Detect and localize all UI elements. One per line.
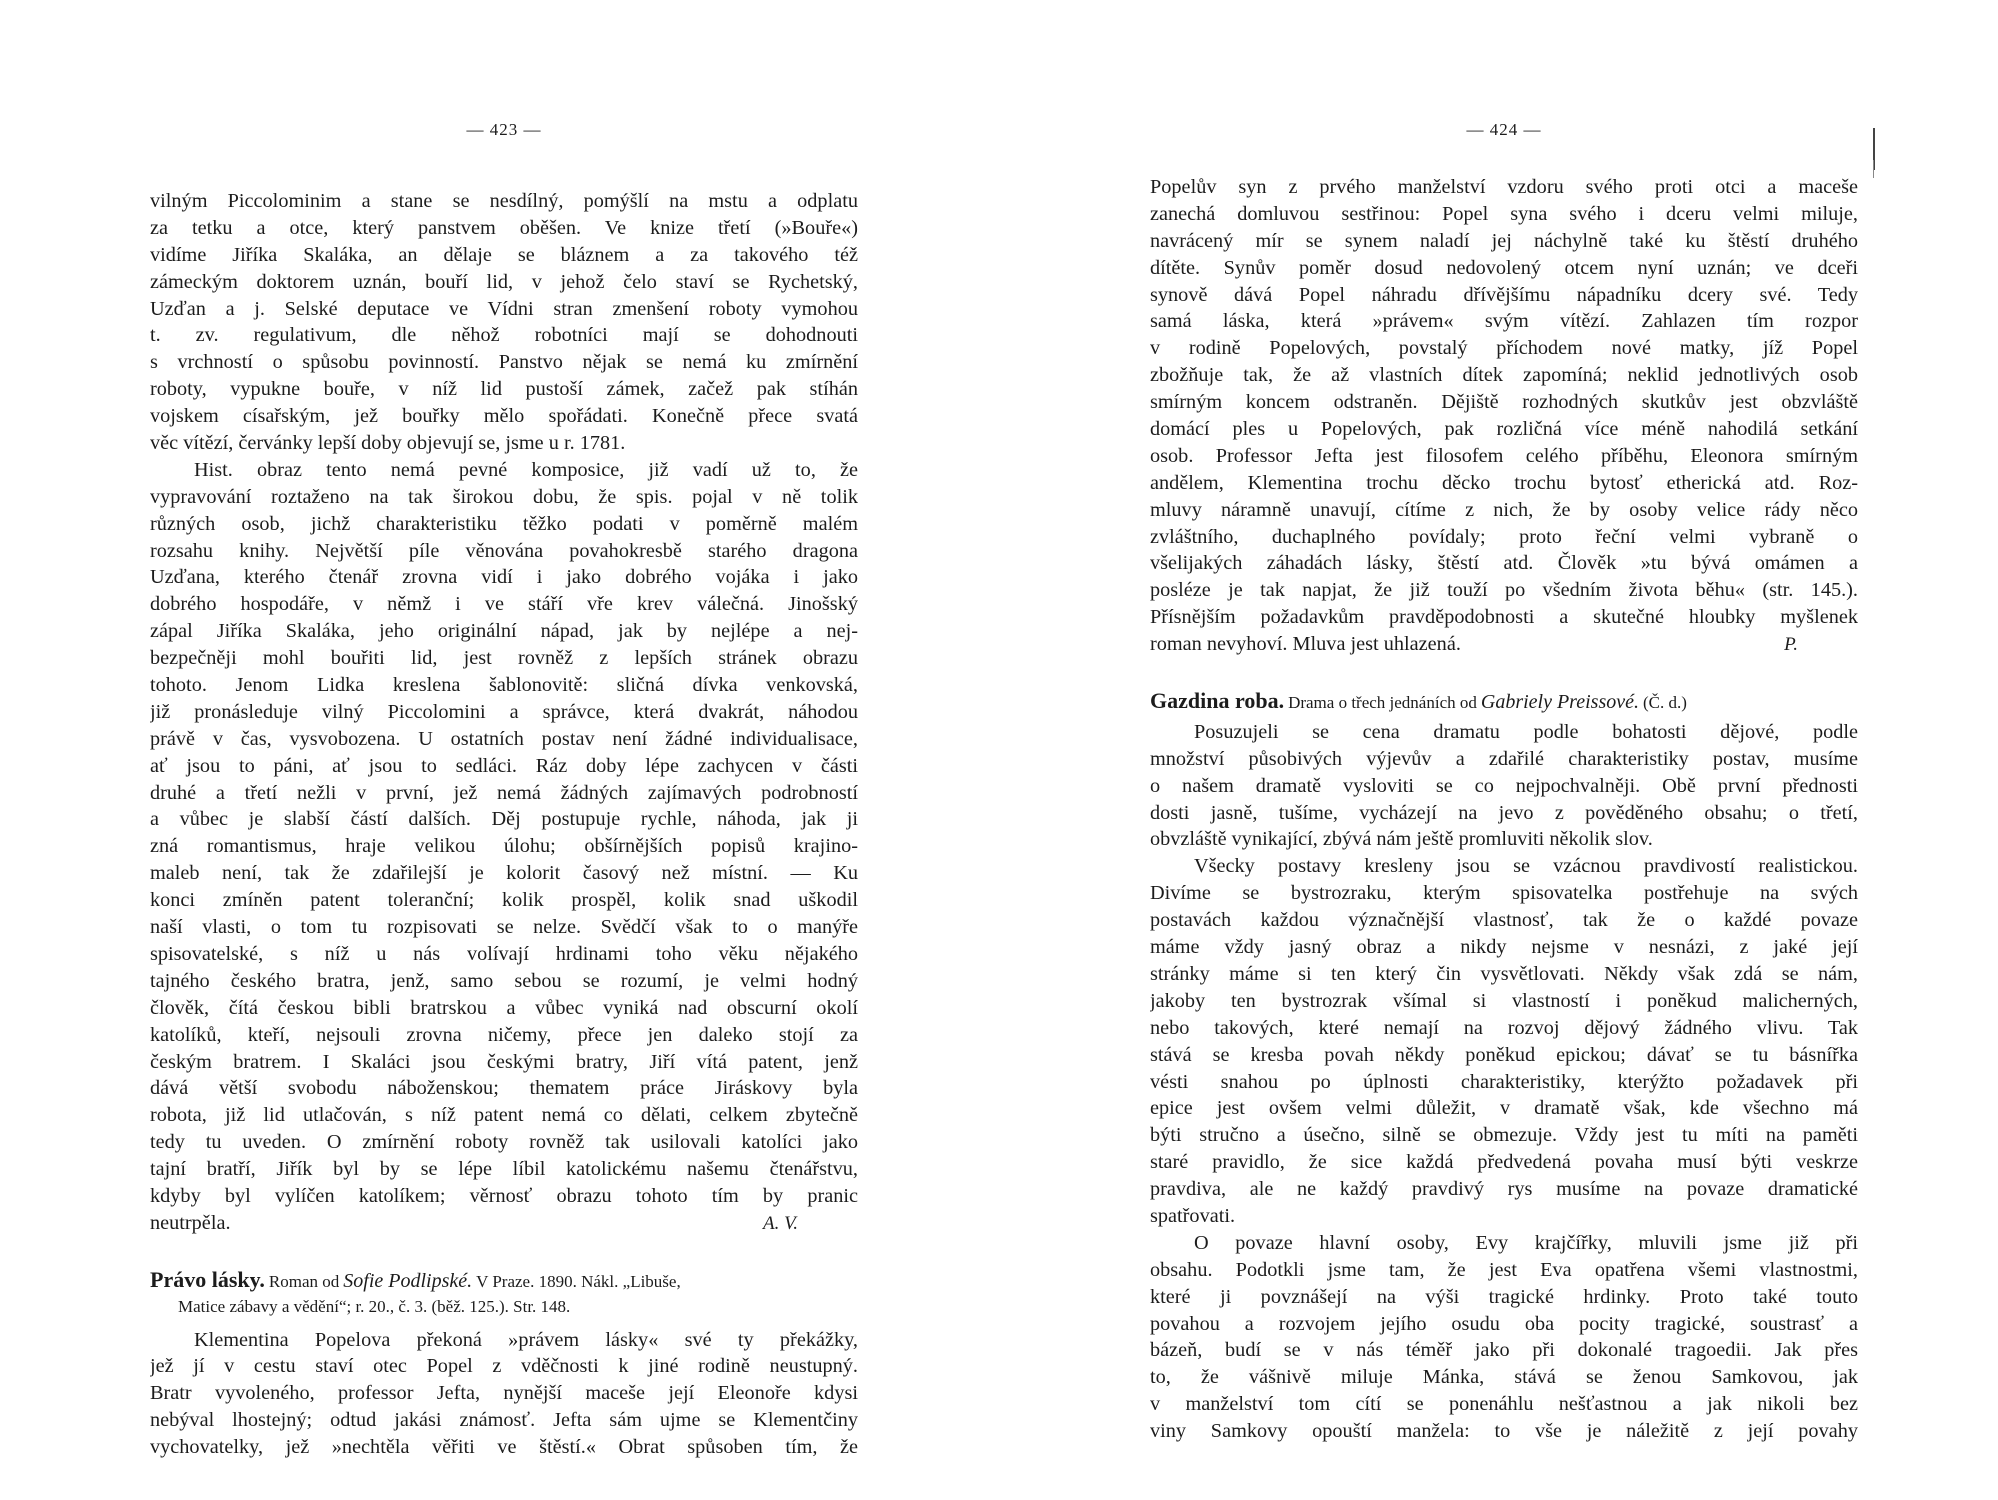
text-line: t. zv. regulativum, dle něhož robotníci mají se dohodnouti bbox=[150, 324, 858, 347]
text-line: navrácený mír se synem naladí jej náchylně také ku štěstí druhého bbox=[1150, 229, 1858, 252]
review-title: Gazdina roba. bbox=[1150, 688, 1285, 714]
text-line: všelijakých záhadách lásky, štěstí atd. Člověk »tu bývá omámen a bbox=[1150, 552, 1858, 575]
right-page bbox=[1150, 120, 1858, 1445]
text-line: Uzďan a j. Selské deputace ve Vídni stran zmenšení roboty vymohou bbox=[150, 297, 858, 320]
text-line: spisovatelské, s níž u nás volívají hrdinami toho věku nějakého bbox=[150, 942, 858, 965]
text-line: naší vlasti, o tom tu rozpisovati se nelze. Svědčí však to o manýře bbox=[150, 916, 858, 939]
text-line: a vůbec je slabší částí dalších. Děj postupuje rychle, náhoda, jak ji bbox=[150, 808, 858, 831]
text-line: Všecky postavy kresleny jsou se vzácnou pravdivostí realistickou. bbox=[1194, 855, 1858, 878]
text-line: samá láska, která »právem« svým vítězí. Zahlazen tím rozpor bbox=[1150, 310, 1858, 333]
right-para3 bbox=[1150, 853, 1858, 1229]
review-meta: Roman od bbox=[268, 1271, 340, 1291]
text-line: kdyby byl vylíčen katolíkem; věrnosť obrazu tohoto tím by pranic bbox=[150, 1184, 858, 1207]
text-line: mluvy náramně unavují, cítíme z nich, že by osoby velice rády něco bbox=[1150, 498, 1858, 521]
left-page-number: — 423 — bbox=[466, 120, 542, 139]
left-page bbox=[150, 120, 858, 1461]
reviewer-signature: A. V. bbox=[762, 1212, 798, 1234]
text-line: O povaze hlavní osoby, Evy krajčířky, mluvili jsme již při bbox=[1194, 1231, 1858, 1254]
text-line: nebýval lhostejný; odtud jakási známosť. Jefta sám ujme se Klementčiny bbox=[150, 1409, 858, 1432]
text-line: tajného českého bratra, jenž, samo sebou se rozumí, je velmi hodný bbox=[150, 969, 858, 992]
text-line: zámeckým doktorem uznán, bouří lid, v jehož čelo staví se Rychetský, bbox=[150, 270, 858, 293]
text-line: býti stručno a úsečno, silně se obmezuje. Vždy jest tu míti na paměti bbox=[1150, 1124, 1858, 1147]
text-line: pravdiva, ale ne každý pravdivý rys musíme na povaze dramatické bbox=[1150, 1178, 1858, 1201]
text-line: jež jí v cestu staví otec Popel z vděčnosti k jiné rodině neustupný. bbox=[150, 1355, 858, 1378]
text-line: Uzďana, kterého čtenář zrovna vidí i jako dobrého vojáka i jako bbox=[150, 566, 858, 589]
text-line: epice jest ovšem velmi důležit, v dramatě však, kde všechno má bbox=[1150, 1097, 1858, 1120]
text-line: zvláštního, duchaplného povídaly; proto řeční velmi vybraně o bbox=[1150, 525, 1858, 548]
text-line: rozsahu knihy. Největší píle věnována povahokresbě starého dragona bbox=[150, 539, 858, 562]
text-line: dobrého hospodáře, v němž i ve stáří vře krev válečná. Jinošský bbox=[150, 593, 858, 616]
left-signature-row bbox=[150, 1210, 858, 1237]
text-line: robota, již lid utlačován, s níž patent nemá co dělati, celkem zbytečně bbox=[150, 1104, 858, 1127]
text-line: věc vítězí, červánky lepší doby objevují se, jsme u r. 1781. bbox=[150, 432, 626, 455]
text-line: stává se kresba povah někdy poněkud epickou; dávať se tu básnířka bbox=[1150, 1043, 1858, 1066]
text-line: domácí ples u Popelových, pak rozličná více méně nahodilá setkání bbox=[1150, 418, 1858, 441]
text-line: nebo takových, které nemají na rozvoj dějový žádného vlivu. Tak bbox=[1150, 1016, 1858, 1039]
text-line: Posuzujeli se cena dramatu podle bohatosti dějové, podle bbox=[1194, 720, 1858, 743]
text-line: s vrchností o spůsobu povinností. Panstvo nějak se nemá ku zmírnění bbox=[150, 351, 858, 374]
text-line: synově dává Popel náhradu dřívějšímu nápadníku dcery své. Tedy bbox=[1150, 283, 1858, 306]
text-line: v rodině Popelových, povstalý příchodem nové matky, jíž Popel bbox=[1150, 337, 1858, 360]
text-line: vychovatelky, jež »nechtěla věřiti ve štěstí.« Obrat spůsoben tím, že bbox=[150, 1436, 858, 1459]
text-line: různých osob, jichž charakteristiku těžko podati v poměrně malém bbox=[150, 512, 858, 535]
left-para3 bbox=[150, 1327, 858, 1461]
text-line: osob. Professor Jefta jest filosofem celého příběhu, Eleonora smírným bbox=[1150, 444, 1858, 467]
text-line: neutrpěla. bbox=[150, 1211, 231, 1234]
text-line: posléze je tak napjat, že již touží po všedním života běhu« (str. 145.). bbox=[1150, 579, 1858, 602]
text-line: tohoto. Jenom Lidka kreslena šablonovitě: sličná dívka venkovská, bbox=[150, 674, 858, 697]
text-line: staré pravidlo, že sice každá předvedená povaha musí býti veskrze bbox=[1150, 1151, 1858, 1174]
text-line: množství působivých výjevův a zdařilé charakteristiky postav, musíme bbox=[1150, 747, 1858, 770]
text-line: bázeň, budí se v nás téměř jako při dokonalé tragoedii. Jak přes bbox=[1150, 1339, 1858, 1362]
text-line: stránky máme si ten který čin vysvětlovati. Někdy však zdá se nám, bbox=[1150, 962, 1858, 985]
left-para2 bbox=[150, 457, 858, 1237]
text-line: druhé a třetí nežli v první, jež nemá žádných zajímavých podrobností bbox=[150, 781, 858, 804]
text-line: Bratr vyvoleného, professor Jefta, nynější maceše její Eleonoře kdysi bbox=[150, 1382, 858, 1405]
text-line: roboty, vypukne bouře, v níž lid pustoší zámek, začež pak stíhán bbox=[150, 378, 858, 401]
page-edge-mark bbox=[1873, 160, 1874, 178]
text-line: zbožňuje tak, že až vlastních dítek zapomíná; neklid jednotlivých osob bbox=[1150, 364, 1858, 387]
text-line: vésti snahou po úplnosti charakteristiky, kterýžto požadavek při bbox=[1150, 1070, 1858, 1093]
text-line: vidíme Jiříka Skaláka, an dělaje se bláznem a za takového též bbox=[150, 243, 858, 266]
review-author: Sofie Podlipské. bbox=[343, 1269, 473, 1292]
review-tag: (Č. d.) bbox=[1642, 693, 1687, 713]
text-line: tedy tu uveden. O zmírnění roboty rovněž tak usilovali katolíci jako bbox=[150, 1131, 858, 1154]
right-para1 bbox=[1150, 174, 1858, 658]
text-line: dává větší svobodu náboženskou; thematem práce Jiráskovy byla bbox=[150, 1077, 858, 1100]
text-line: v manželství tom cítí se ponenáhlu nešťastnou a jak nikoli bez bbox=[1150, 1393, 1858, 1416]
text-line: dítěte. Synův poměr dosud nedovolený otcem nyní uznán; ve dceři bbox=[1150, 256, 1858, 279]
review-meta: V Praze. 1890. Nákl. „Libuše, bbox=[476, 1271, 681, 1291]
text-line: za tetku a otce, který panstvem oběšen. Ve knize třetí (»Bouře«) bbox=[150, 216, 858, 239]
text-line: vojskem císařským, jež bouřky mělo spořádati. Konečně přece svatá bbox=[150, 405, 858, 428]
text-line: Klementina Popelova překoná »právem lásky« své ty překážky, bbox=[194, 1328, 858, 1351]
right-para4 bbox=[1150, 1230, 1858, 1445]
text-line: postavách každou význačnější vlastnosť, tak že o každé povaze bbox=[1150, 909, 1858, 932]
text-line: viny Samkovy opouští manžela: to vše je náležitě z její povahy bbox=[1150, 1420, 1858, 1443]
text-line: zápal Jiříka Skaláka, jeho originální nápad, jak by nejlépe a nej- bbox=[150, 620, 858, 643]
review-heading-pravo-lasky bbox=[150, 1267, 858, 1321]
text-line: spatřovati. bbox=[1150, 1204, 1236, 1227]
text-line: právě v čas, vysvobozena. U ostatních postav není žádné individualisace, bbox=[150, 727, 858, 750]
text-line: Přísnějším požadavkům pravděpodobnosti a skutečné hloubky myšlenek bbox=[1150, 606, 1858, 629]
text-line: zná romantismus, hraje velikou úlohu; obšírnějších popisů krajino- bbox=[150, 835, 858, 858]
review-meta: Drama o třech jednáních od bbox=[1288, 693, 1477, 713]
text-line: andělem, Klementina trochu děcko trochu bytosť etherická atd. Roz- bbox=[1150, 471, 1858, 494]
text-line: vilným Piccolominim a stane se nesdílný, pomýšlí na mstu a odplatu bbox=[150, 190, 858, 212]
text-line: to, že vášnivě miluje Mánka, stává se ženou Samkovou, jak bbox=[1150, 1366, 1858, 1389]
text-line: smírným koncem odstraněn. Dějiště rozhodných skutkův jest obzvláště bbox=[1150, 391, 1858, 414]
text-line: jakoby ten bystrozrak všímal si vlastností i poněkud malicherných, bbox=[1150, 989, 1858, 1012]
right-para2 bbox=[1150, 719, 1858, 853]
text-line: Popelův syn z prvého manželství vzdoru svého proti otci a maceše bbox=[1150, 176, 1858, 198]
right-page-number: — 424 — bbox=[1466, 120, 1542, 139]
text-line: již pronásleduje vilný Piccolomini a správce, která dvakrát, náhodou bbox=[150, 700, 858, 723]
text-line: člověk, čítá českou bibli bratrskou a vůbec vyniká nad obscurní okolí bbox=[150, 996, 858, 1019]
right-signature-row bbox=[1150, 631, 1858, 658]
text-line: které ji povznášejí na výši tragické hrdinky. Proto také touto bbox=[1150, 1285, 1858, 1308]
review-heading-gazdina-roba bbox=[1150, 688, 1858, 715]
review-author: Gabriely Preissové. bbox=[1480, 691, 1639, 714]
text-line: o našem dramatě vysloviti se co nejpochvalněji. Obě první přednosti bbox=[1150, 774, 1858, 797]
text-line: ať jsou to páni, ať jsou to sedláci. Ráz doby lépe zachycen v části bbox=[150, 754, 858, 777]
text-line: katolíků, kteří, nejsouli zrovna ničemy, přece jen daleko stojí za bbox=[150, 1023, 858, 1046]
text-line: tajní bratří, Jiřík byl by se lépe líbil katolickému našemu čtenářstvu, bbox=[150, 1158, 858, 1181]
text-line: maleb není, tak že zdařilejší je kolorit časový než místní. — Ku bbox=[150, 862, 858, 885]
text-line: českým bratrem. I Skaláci jsou českými bratry, Jiří vítá patent, jenž bbox=[150, 1050, 858, 1073]
text-line: povahou a rozvojem jejího osudu oba pocity tragické, soustrasť a bbox=[1150, 1312, 1858, 1335]
left-para1 bbox=[150, 188, 858, 457]
text-line: Hist. obraz tento nemá pevné komposice, již vadí už to, že bbox=[194, 458, 858, 481]
text-line: roman nevyhoví. Mluva jest uhlazená. bbox=[1150, 633, 1461, 656]
text-line: máme vždy jasný obraz a nikdy nejsme v nesnázi, z jaké její bbox=[1150, 936, 1858, 959]
review-title: Právo lásky. bbox=[150, 1266, 265, 1292]
text-line: obsahu. Podotkli jsme tam, že jest Eva opatřena všemi vlastnostmi, bbox=[1150, 1258, 1858, 1281]
text-line: vypravování roztaženo na tak širokou dobu, že spis. pojal v ně tolik bbox=[150, 485, 858, 508]
text-line: bezpečněji mohl bouřiti lid, jest rovněž z lepších stránek obrazu bbox=[150, 647, 858, 670]
review-meta-line: Matice zábavy a vědění“; r. 20., č. 3. (běž. 125.). Str. 148. bbox=[178, 1296, 571, 1316]
text-line: zanechá domluvou sestřinou: Popel syna svého i dceru velmi miluje, bbox=[1150, 202, 1858, 225]
text-line: obvzláště vynikající, zbývá nám ještě promluviti několik slov. bbox=[1150, 828, 1653, 851]
reviewer-signature: P. bbox=[1784, 634, 1798, 656]
text-line: Divíme se bystrozraku, kterým spisovatelka postřehuje na svých bbox=[1150, 882, 1858, 905]
text-line: dosti jasně, tušíme, vycházejí na jevo z pověděného obsahu; o třetí, bbox=[1150, 801, 1858, 824]
text-line: konci zmíněn patent toleranční; kolik prospěl, kolik snad uškodil bbox=[150, 889, 858, 912]
